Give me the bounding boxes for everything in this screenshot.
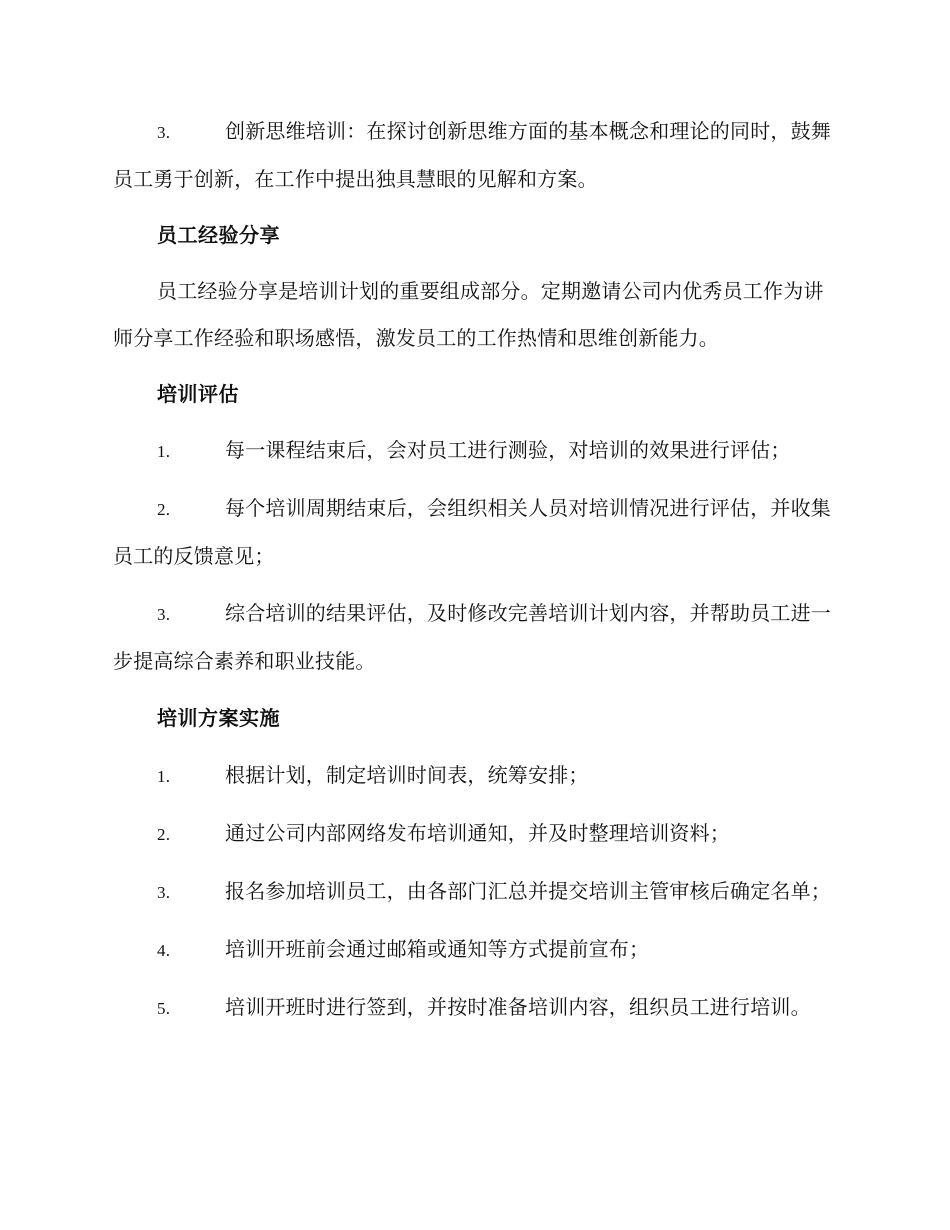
list-item-innovation-training: [113, 108, 835, 203]
list-item-evaluation-1: [113, 427, 835, 475]
list-number: 3.: [157, 123, 171, 142]
list-item-text: 培训开班前会通过邮箱或通知等方式提前宣布；: [225, 937, 650, 961]
list-item-text: 创新思维培训：在探讨创新思维方面的基本概念和理论的同时，鼓舞员工勇于创新，在工作中提出独具慧眼的见解和方案。: [113, 119, 831, 191]
list-number: 2.: [157, 825, 171, 844]
paragraph-experience-sharing: 员工经验分享是培训计划的重要组成部分。定期邀请公司内优秀员工作为讲师分享工作经验和职场感悟，激发员工的工作热情和思维创新能力。: [113, 279, 824, 350]
list-item-implementation-3: [113, 868, 835, 916]
list-item-text: 根据计划，制定培训时间表，统筹安排；: [225, 763, 589, 787]
list-number: 4.: [157, 941, 171, 960]
list-number: 1.: [157, 767, 171, 786]
list-number: 3.: [157, 883, 171, 902]
list-item-text: 通过公司内部网络发布培训通知，并及时整理培训资料；: [225, 821, 730, 845]
list-item-text: 报名参加培训员工，由各部门汇总并提交培训主管审核后确定名单；: [225, 879, 831, 903]
list-item-evaluation-3: [113, 590, 835, 685]
section-heading-implementation: 培训方案实施: [157, 706, 280, 730]
list-item-implementation-4: [113, 926, 835, 974]
list-item-text: 培训开班时进行签到，并按时准备培训内容，组织员工进行培训。: [225, 995, 811, 1019]
list-item-text: 综合培训的结果评估，及时修改完善培训计划内容，并帮助员工进一步提高综合素养和职业技能。: [113, 601, 831, 673]
list-item-evaluation-2: [113, 485, 835, 580]
list-item-text: 每个培训周期结束后，会组织相关人员对培训情况进行评估，并收集员工的反馈意见；: [113, 496, 831, 568]
list-item-implementation-1: [113, 752, 835, 800]
list-item-implementation-2: [113, 810, 835, 858]
list-number: 2.: [157, 500, 171, 519]
section-heading-experience-sharing: 员工经验分享: [157, 223, 280, 247]
section-heading-training-evaluation: 培训评估: [157, 382, 239, 406]
list-item-text: 每一课程结束后，会对员工进行测验，对培训的效果进行评估；: [225, 438, 791, 462]
list-number: 3.: [157, 605, 171, 624]
list-number: 5.: [157, 999, 171, 1018]
list-number: 1.: [157, 442, 171, 461]
document-body: [113, 108, 835, 1042]
list-item-implementation-5: [113, 984, 835, 1032]
